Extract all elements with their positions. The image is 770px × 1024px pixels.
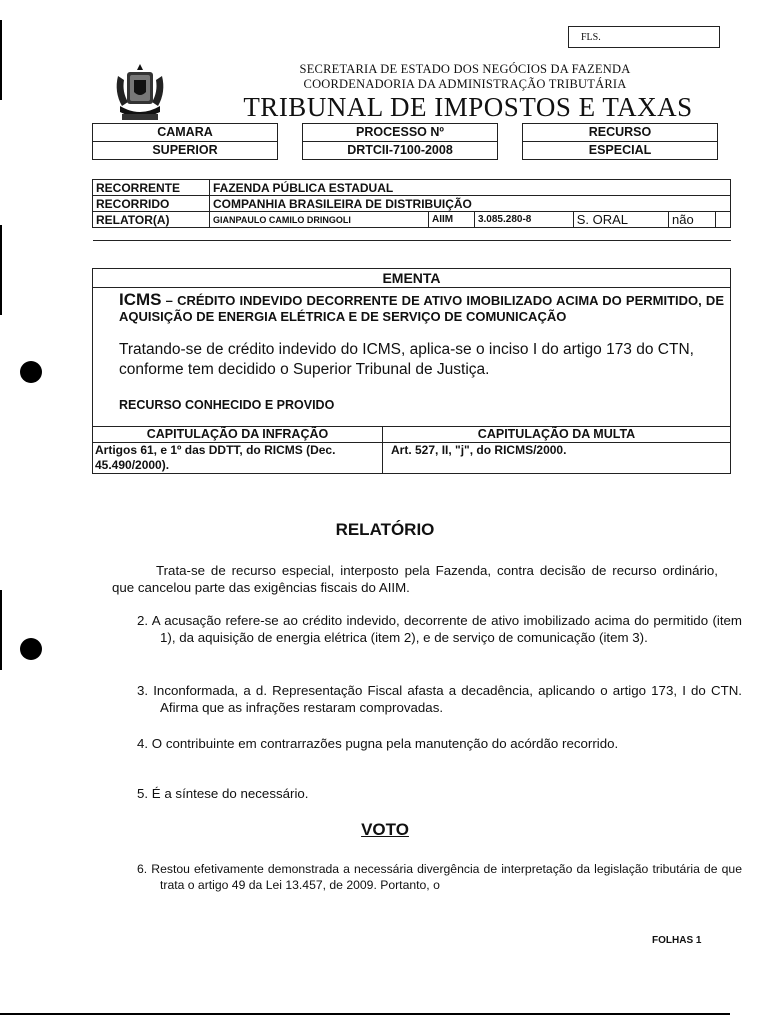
blank-cell xyxy=(716,212,731,228)
punch-hole xyxy=(20,638,42,660)
ementa-title: EMENTA xyxy=(93,269,730,288)
ementa-result: RECURSO CONHECIDO E PROVIDO xyxy=(119,398,335,412)
recurso-box xyxy=(522,123,718,160)
header-secretaria: SECRETARIA DE ESTADO DOS NEGÓCIOS DA FAZENDA xyxy=(299,62,631,76)
recorrente-value: FAZENDA PÚBLICA ESTADUAL xyxy=(210,180,731,196)
margin-line xyxy=(0,590,2,670)
recorrido-value: COMPANHIA BRASILEIRA DE DISTRIBUIÇÃO xyxy=(210,196,731,212)
page-footer: FOLHAS 1 xyxy=(652,935,702,946)
capitulacao-section xyxy=(93,426,730,473)
capitulacao-infracao-head: CAPITULAÇÃO DA INFRAÇÃO xyxy=(93,427,382,443)
relatorio-paragraph-5: 5. É a síntese do necessário. xyxy=(137,786,309,801)
parties-table xyxy=(92,179,731,241)
voto-paragraph-6: 6. Restou efetivamente demonstrada a necessária divergência de interpretação da legislação tributária de que trata o artigo 49 da Lei 13.457, de 2009. Portanto, o xyxy=(137,862,742,892)
capitulacao-multa-text: Art. 527, II, "j", do RICMS/2000. xyxy=(391,443,567,457)
ementa-body xyxy=(93,288,730,426)
recorrido-label: RECORRIDO xyxy=(93,196,210,212)
processo-box xyxy=(302,123,498,160)
processo-value: DRTCII-7100-2008 xyxy=(347,143,453,157)
margin-line xyxy=(0,225,2,315)
soral-label: S. ORAL xyxy=(573,212,668,228)
relatorio-paragraph-3: 3. Inconformada, a d. Representação Fiscal afasta a decadência, aplicando o artigo 173, I do CTN. Afirma que as infrações restaram comprovadas. xyxy=(137,683,742,715)
capitulacao-infracao-text: Artigos 61, e 1º das DDTT, do RICMS (Dec. 45.490/2000). xyxy=(95,443,336,472)
camara-value: SUPERIOR xyxy=(152,143,218,157)
processo-label: PROCESSO Nº xyxy=(303,124,497,142)
recorrente-label: RECORRENTE xyxy=(93,180,210,196)
aiim-label: AIIM xyxy=(429,212,475,228)
soral-value: não xyxy=(669,212,716,228)
capitulacao-multa-head: CAPITULAÇÃO DA MULTA xyxy=(383,427,730,443)
ementa-icms-lead: ICMS xyxy=(119,290,162,309)
ementa-text: Tratando-se de crédito indevido do ICMS, aplica-se o inciso I do artigo 173 do CTN, conforme tem decidido o Superior Tribunal de Justiça. xyxy=(119,341,694,378)
camara-box xyxy=(92,123,278,160)
recurso-label: RECURSO xyxy=(523,124,717,142)
relatorio-paragraph-1: Trata-se de recurso especial, interposto pela Fazenda, contra decisão de recurso ordinário, que cancelou parte das exigências fiscais do AIIM. xyxy=(112,563,718,595)
header-tribunal-title: TRIBUNAL DE IMPOSTOS E TAXAS xyxy=(243,92,693,122)
fls-box: FLS. xyxy=(568,26,720,48)
ementa-box xyxy=(92,268,731,474)
recurso-value: ESPECIAL xyxy=(588,143,652,157)
camara-label: CAMARA xyxy=(93,124,277,142)
relator-value: GIANPAULO CAMILO DRINGOLI xyxy=(210,212,429,228)
aiim-value: 3.085.280-8 xyxy=(474,212,573,228)
relatorio-title: RELATÓRIO xyxy=(335,520,435,539)
capitulacao-multa xyxy=(383,427,730,473)
punch-hole xyxy=(20,361,42,383)
voto-title: VOTO xyxy=(361,820,409,839)
margin-line xyxy=(0,20,2,100)
blank-row xyxy=(93,228,731,241)
bottom-edge-line xyxy=(0,1013,730,1015)
relatorio-paragraph-4: 4. O contribuinte em contrarrazões pugna pela manutenção do acórdão recorrido. xyxy=(137,736,619,751)
header-coordenadoria: COORDENADORIA DA ADMINISTRAÇÃO TRIBUTÁRIA xyxy=(303,77,627,91)
relatorio-paragraph-2: 2. A acusação refere-se ao crédito indevido, decorrente de ativo imobilizado acima do permitido (item 1), da aquisição de energia elétrica (item 2), e de serviço de comunicação (item 3). xyxy=(137,613,742,645)
state-coat-of-arms-icon xyxy=(112,62,168,124)
ementa-icms-text: – CRÉDITO INDEVIDO DECORRENTE DE ATIVO IMOBILIZADO ACIMA DO PERMITIDO, DE AQUISIÇÃO DE ENERGIA ELÉTRICA E DE SERVIÇO DE COMUNICAÇÃO xyxy=(119,293,724,324)
ementa-summary xyxy=(119,292,724,325)
relator-label: RELATOR(A) xyxy=(93,212,210,228)
capitulacao-infracao xyxy=(93,427,383,473)
